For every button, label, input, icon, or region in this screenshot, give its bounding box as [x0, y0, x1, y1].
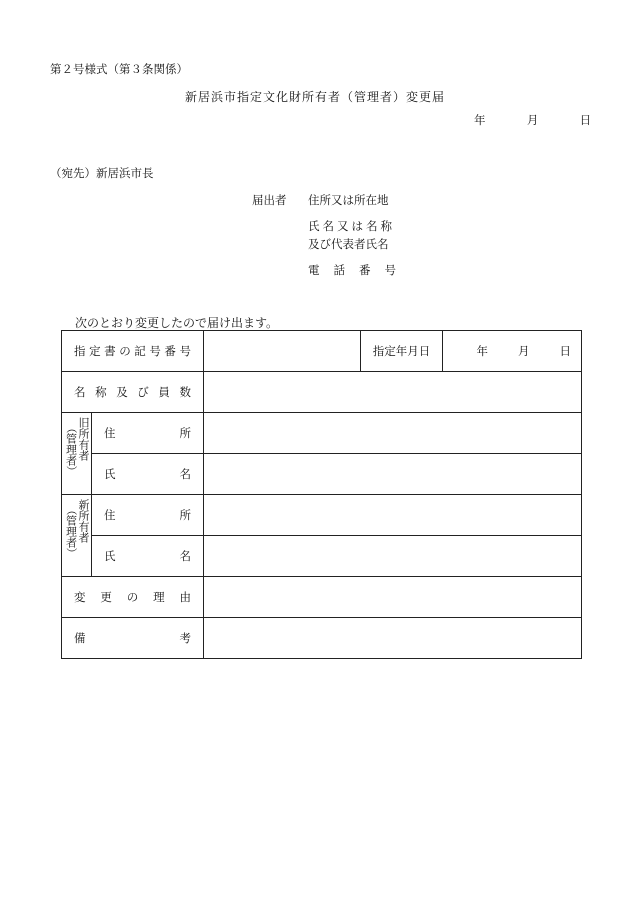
table-row [62, 454, 582, 495]
old-owner-address-field[interactable] [204, 413, 582, 454]
submission-date [474, 112, 591, 128]
month-label: 月 [526, 113, 539, 127]
remarks-label: 備 考 [62, 618, 204, 659]
new-owner-address-field[interactable] [204, 495, 582, 536]
designation-date-field[interactable]: 年 月 日 [443, 331, 582, 372]
table-row [62, 495, 582, 536]
table-row [62, 413, 582, 454]
table-row [62, 372, 582, 413]
intro-text: 次のとおり変更したので届け出ます。 [75, 316, 279, 330]
applicant-representative-label: 及び代表者氏名 [308, 237, 389, 251]
new-owner-address-label: 住 所 [92, 495, 204, 536]
designation-number-field[interactable] [204, 331, 361, 372]
designation-number-label: 指 定 書 の 記 号 番 号 [62, 331, 204, 372]
table-row [62, 536, 582, 577]
day-label: 日 [579, 113, 592, 127]
new-owner-name-field[interactable] [204, 536, 582, 577]
change-reason-label: 変 更 の 理 由 [62, 577, 204, 618]
old-owner-address-label: 住 所 [92, 413, 204, 454]
name-count-label: 名 称 及 び 員 数 [62, 372, 204, 413]
table-row [62, 577, 582, 618]
year-label: 年 [474, 113, 486, 127]
form-number: 第２号様式（第３条関係） [50, 62, 188, 76]
new-owner-name-label: 氏 名 [92, 536, 204, 577]
applicant-label: 届出者 [252, 193, 287, 207]
applicant-phone-label: 電話番号 [308, 263, 410, 277]
new-owner-group-label: （ 管理者 ） 新所有者 [62, 495, 92, 577]
change-reason-field[interactable] [204, 577, 582, 618]
document-title: 新居浜市指定文化財所有者（管理者）変更届 [184, 90, 445, 104]
name-count-field[interactable] [204, 372, 582, 413]
designation-date-label: 指定年月日 [361, 331, 443, 372]
applicant-address-label: 住所又は所在地 [308, 193, 389, 207]
applicant-name-label: 氏名又は名称 [308, 219, 395, 233]
change-form-table [61, 330, 582, 659]
table-row [62, 618, 582, 659]
old-owner-group-label: （ 管理者 ） 旧所有者 [62, 413, 92, 495]
old-owner-name-field[interactable] [204, 454, 582, 495]
addressee: （宛先）新居浜市長 [50, 166, 154, 180]
remarks-field[interactable] [204, 618, 582, 659]
table-row [62, 331, 582, 372]
old-owner-name-label: 氏 名 [92, 454, 204, 495]
